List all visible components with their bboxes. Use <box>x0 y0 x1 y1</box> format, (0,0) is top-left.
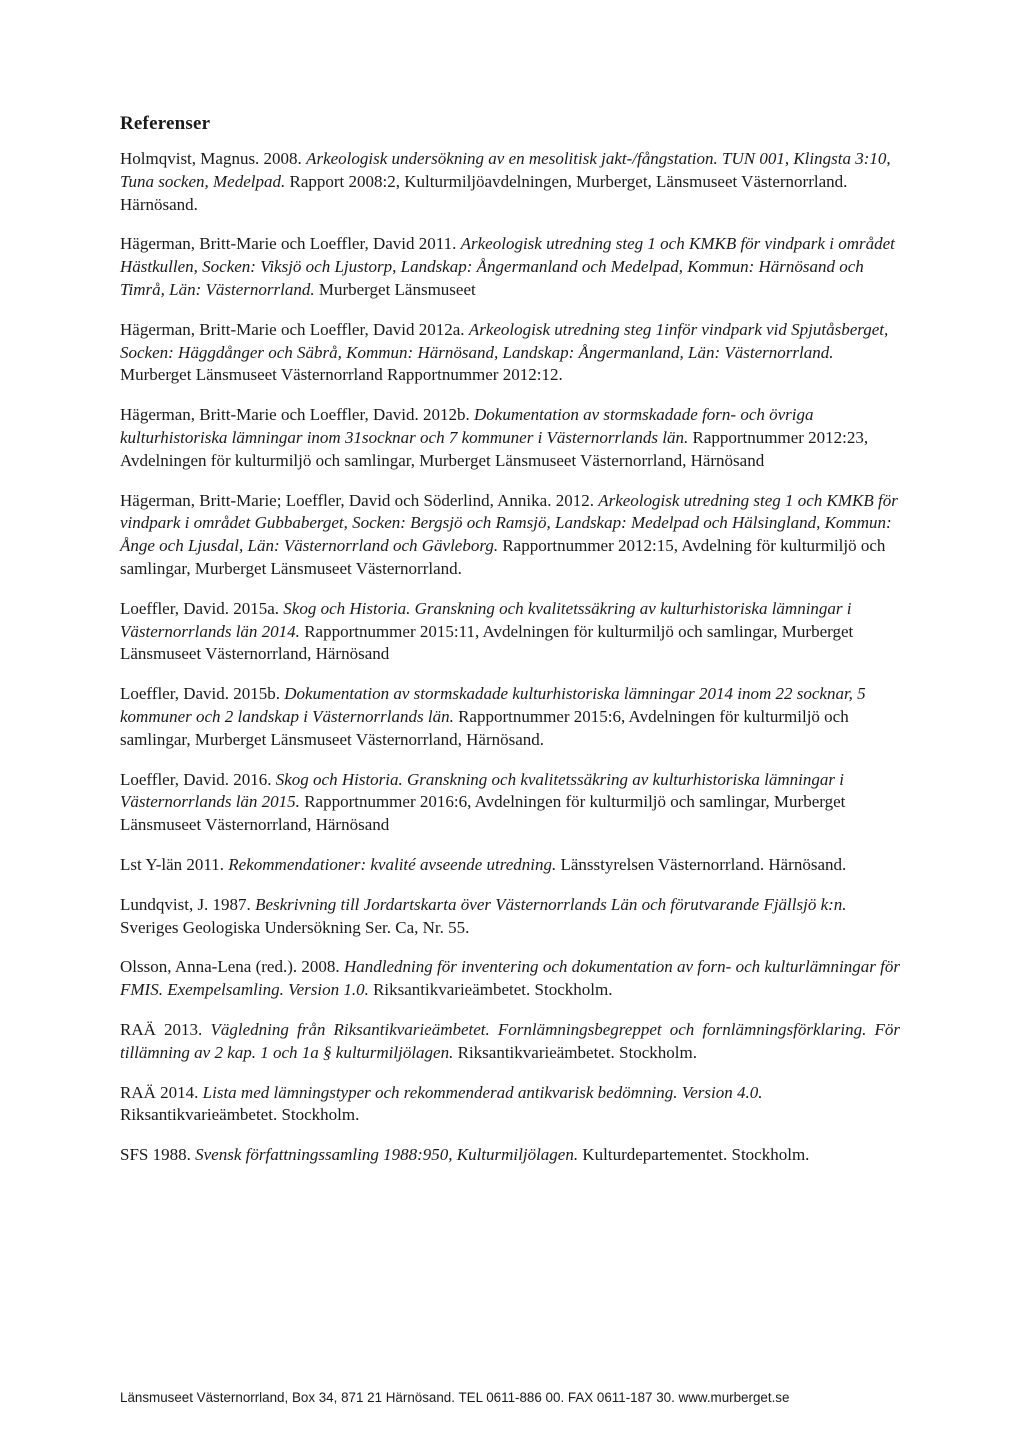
reference-entry <box>120 1082 900 1128</box>
reference-entry <box>120 894 900 940</box>
reference-publisher: Riksantikvarieämbetet. Stockholm. <box>120 1105 360 1125</box>
reference-publisher: Rapportnummer 2012:15, Avdelning för kulturmiljö och samlingar, Murberget Länsmuseet Västernorrland. <box>120 536 886 578</box>
reference-title: Arkeologisk utredning steg 1 och KMKB för vindpark i området Gubbaberget, Socken: Bergsjö och Ramsjö, Landskap: Medelpad och Hälsingland, Kommun: Ånge och Ljusdal, Län: Västernorrland och Gävleborg. <box>120 490 898 556</box>
reference-entry <box>120 490 900 581</box>
reference-entry <box>120 319 900 387</box>
reference-publisher: Rapportnummer 2012:23, Avdelningen för kulturmiljö och samlingar, Murberget Länsmuseet Västernorrland, Härnösand <box>120 427 869 470</box>
reference-author-year: SFS 1988. <box>120 1145 196 1165</box>
reference-entry <box>120 598 900 666</box>
reference-publisher: Rapportnummer 2015:6, Avdelningen för kulturmiljö och samlingar, Murberget Länsmuseet Västernorrland, Härnösand. <box>120 706 849 749</box>
reference-entry <box>120 1019 900 1065</box>
reference-author-year: Loeffler, David. 2015b. <box>120 684 285 704</box>
reference-entry <box>120 956 900 1002</box>
reference-title: Vägledning från Riksantikvarieämbetet. Fornlämningsbegreppet och fornlämningsförklaring. För tillämning av 2 kap. 1 och 1a § kulturmiljölagen. <box>120 1019 900 1062</box>
reference-author-year: Hägerman, Britt-Marie och Loeffler, David. 2012b. <box>120 405 475 425</box>
reference-title: Skog och Historia. Granskning och kvalitetssäkring av kulturhistoriska lämningar i Västernorrlands län 2014. <box>120 598 852 641</box>
reference-entry <box>120 1144 900 1167</box>
references-heading: Referenser <box>120 113 211 134</box>
reference-author-year: Hägerman, Britt-Marie och Loeffler, David 2012a. <box>120 319 469 339</box>
reference-author-year: Lundqvist, J. 1987. <box>120 894 256 914</box>
reference-publisher: Rapportnummer 2016:6, Avdelningen för kulturmiljö och samlingar, Murberget Länsmuseet Västernorrland, Härnösand <box>120 792 846 835</box>
reference-publisher: Riksantikvarieämbetet. Stockholm. <box>368 980 613 1000</box>
reference-title: Dokumentation av stormskadade kulturhistoriska lämningar 2014 inom 22 socknar, 5 kommuner och 2 landskap i Västernorrlands län. <box>120 684 866 726</box>
reference-title: Beskrivning till Jordartskarta över Västernorrlands Län och förutvarande Fjällsjö k:n. <box>255 894 847 914</box>
reference-title: Handledning för inventering och dokumentation av forn- och kulturlämningar för FMIS. Exempelsamling. Version 1.0. <box>120 957 900 1000</box>
reference-title: Lista med lämningstyper och rekommenderad antikvarisk bedömning. Version 4.0. <box>202 1082 763 1102</box>
reference-author-year: Loeffler, David. 2016. <box>120 769 276 789</box>
reference-entry <box>120 233 900 301</box>
reference-author-year: RAÄ 2013. <box>120 1019 211 1039</box>
page-footer: Länsmuseet Västernorrland, Box 34, 871 21 Härnösand. TEL 0611-886 00. FAX 0611-187 30. www.murberget.se <box>120 1390 790 1405</box>
reference-entry <box>120 854 900 877</box>
reference-entry <box>120 404 900 472</box>
reference-title: Rekommendationer: kvalité avseende utredning. <box>228 854 557 874</box>
reference-title: Arkeologisk utredning steg 1inför vindpark vid Spjutåsberget, Socken: Häggdånger och Säbrå, Kommun: Härnösand, Landskap: Ångermanland, Län: Västernorrland. <box>120 319 889 362</box>
reference-author-year: Lst Y-län 2011. <box>120 854 229 874</box>
reference-title: Svensk författningssamling 1988:950, Kulturmiljölagen. <box>195 1145 579 1165</box>
reference-publisher: Riksantikvarieämbetet. Stockholm. <box>453 1042 697 1062</box>
reference-author-year: Holmqvist, Magnus. 2008. <box>120 149 307 168</box>
reference-publisher: Sveriges Geologiska Undersökning Ser. Ca, Nr. 55. <box>120 917 470 937</box>
reference-title: Dokumentation av stormskadade forn- och övriga kulturhistoriska lämningar inom 31socknar och 7 kommuner i Västernorrlands län. <box>120 405 814 447</box>
reference-title: Arkeologisk undersökning av en mesolitisk jakt-/fångstation. TUN 001, Klingsta 3:10, Tuna socken, Medelpad. <box>120 149 891 191</box>
reference-publisher: Murberget Länsmuseet Västernorrland Rapportnummer 2012:12. <box>120 365 563 385</box>
reference-title: Skog och Historia. Granskning och kvalitetssäkring av kulturhistoriska lämningar i Västernorrlands län 2015. <box>120 769 844 812</box>
reference-list <box>120 148 900 1184</box>
reference-title: Arkeologisk utredning steg 1 och KMKB för vindpark i området Hästkullen, Socken: Viksjö och Ljustorp, Landskap: Ångermanland och Medelpad, Kommun: Härnösand och Timrå, Län: Västernorrland. <box>120 234 895 299</box>
reference-publisher: Murberget Länsmuseet <box>314 279 476 299</box>
reference-entry <box>120 683 900 751</box>
reference-publisher: Kulturdepartementet. Stockholm. <box>578 1145 810 1165</box>
reference-entry <box>120 769 900 837</box>
reference-author-year: Loeffler, David. 2015a. <box>120 598 284 618</box>
reference-author-year: Olsson, Anna-Lena (red.). 2008. <box>120 957 344 977</box>
reference-publisher: Rapportnummer 2015:11, Avdelningen för kulturmiljö och samlingar, Murberget Länsmuseet Västernorrland, Härnösand <box>120 621 854 664</box>
reference-author-year: Hägerman, Britt-Marie; Loeffler, David och Söderlind, Annika. 2012. <box>120 490 599 510</box>
reference-author-year: RAÄ 2014. <box>120 1082 203 1102</box>
reference-publisher: Länsstyrelsen Västernorrland. Härnösand. <box>556 854 847 874</box>
reference-entry <box>120 148 900 216</box>
reference-publisher: Rapport 2008:2, Kulturmiljöavdelningen, Murberget, Länsmuseet Västernorrland. Härnösand. <box>120 171 848 214</box>
reference-author-year: Hägerman, Britt-Marie och Loeffler, David 2011. <box>120 234 461 254</box>
